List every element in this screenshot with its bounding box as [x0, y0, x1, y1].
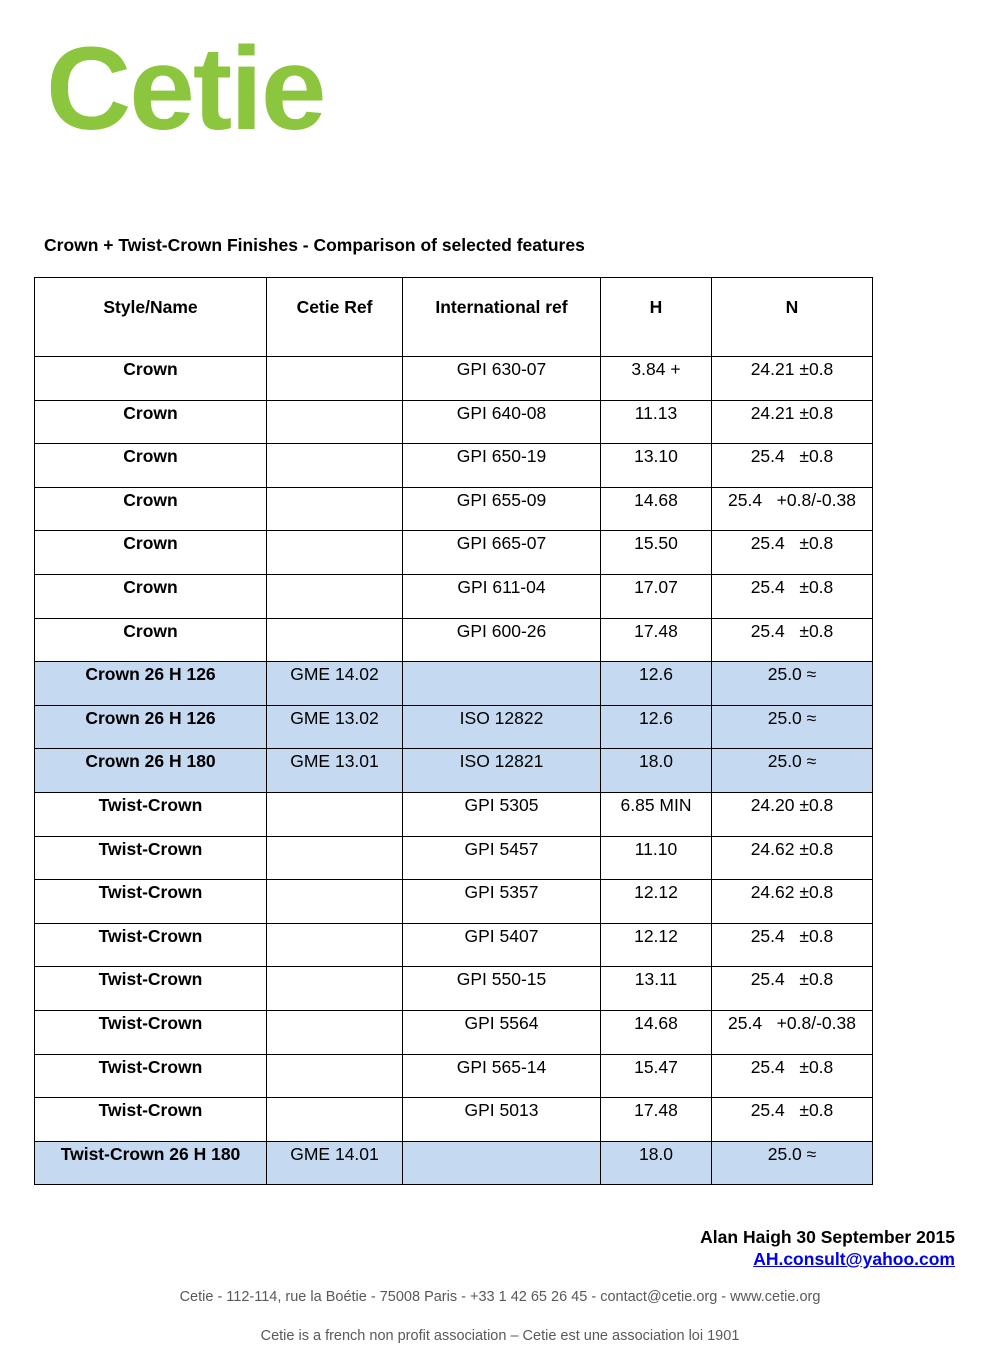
header-n: N [712, 278, 873, 357]
cell-n: 25.4 +0.8/-0.38 [712, 487, 873, 531]
cell-n: 25.0 ≈ [712, 705, 873, 749]
footer-address: Cetie - 112-114, rue la Boétie - 75008 Paris - +33 1 42 65 26 45 - contact@cetie.org - www.cetie.org [179, 1289, 821, 1305]
cetie-logo: Cetie [46, 23, 325, 155]
table-row [35, 531, 873, 575]
cell-cetie-ref: GME 14.01 [267, 1141, 403, 1185]
cell-international-ref: GPI 5305 [403, 792, 601, 836]
cell-style-name: Crown [35, 400, 267, 444]
cell-cetie-ref: GME 14.02 [267, 662, 403, 706]
cell-cetie-ref [267, 531, 403, 575]
table-row [35, 1098, 873, 1142]
cell-n: 24.62 ±0.8 [712, 836, 873, 880]
cell-n: 24.21 ±0.8 [712, 400, 873, 444]
author-line: Alan Haigh 30 September 2015 [700, 1227, 955, 1247]
cell-style-name: Crown [35, 531, 267, 575]
cell-style-name: Twist-Crown [35, 1098, 267, 1142]
table-row [35, 357, 873, 401]
table-body [35, 357, 873, 1185]
cell-international-ref: GPI 611-04 [403, 574, 601, 618]
header-cetie-ref: Cetie Ref [267, 278, 403, 357]
cell-cetie-ref [267, 1098, 403, 1142]
cell-n: 24.20 ±0.8 [712, 792, 873, 836]
cell-cetie-ref [267, 618, 403, 662]
cell-international-ref [403, 1141, 601, 1185]
cell-h: 15.50 [601, 531, 712, 575]
cell-n: 25.4 ±0.8 [712, 923, 873, 967]
cell-h: 15.47 [601, 1054, 712, 1098]
cell-cetie-ref [267, 444, 403, 488]
cell-style-name: Twist-Crown 26 H 180 [35, 1141, 267, 1185]
cell-international-ref: GPI 5357 [403, 880, 601, 924]
cell-h: 14.68 [601, 1010, 712, 1054]
cell-n: 25.4 ±0.8 [712, 618, 873, 662]
cell-international-ref: GPI 650-19 [403, 444, 601, 488]
table-row [35, 836, 873, 880]
cell-n: 24.62 ±0.8 [712, 880, 873, 924]
author-email-link[interactable]: AH.consult@yahoo.com [753, 1249, 955, 1269]
cell-h: 12.12 [601, 923, 712, 967]
cell-international-ref: ISO 12821 [403, 749, 601, 793]
cell-n: 25.4 ±0.8 [712, 1054, 873, 1098]
table-row [35, 923, 873, 967]
cell-n: 25.4 ±0.8 [712, 444, 873, 488]
cell-style-name: Crown 26 H 126 [35, 705, 267, 749]
cell-international-ref: GPI 565-14 [403, 1054, 601, 1098]
cell-style-name: Crown [35, 574, 267, 618]
cell-n: 25.4 ±0.8 [712, 1098, 873, 1142]
cell-cetie-ref [267, 574, 403, 618]
cell-n: 25.4 +0.8/-0.38 [712, 1010, 873, 1054]
cell-cetie-ref: GME 13.02 [267, 705, 403, 749]
table-header-row [35, 278, 873, 357]
cell-cetie-ref: GME 13.01 [267, 749, 403, 793]
cell-style-name: Twist-Crown [35, 967, 267, 1011]
cell-h: 12.12 [601, 880, 712, 924]
cell-international-ref: GPI 5564 [403, 1010, 601, 1054]
cell-n: 25.0 ≈ [712, 749, 873, 793]
cell-cetie-ref [267, 487, 403, 531]
cell-h: 12.6 [601, 662, 712, 706]
cell-international-ref: GPI 550-15 [403, 967, 601, 1011]
cell-h: 17.48 [601, 618, 712, 662]
cell-cetie-ref [267, 400, 403, 444]
cell-international-ref: GPI 5457 [403, 836, 601, 880]
cell-cetie-ref [267, 836, 403, 880]
cell-style-name: Twist-Crown [35, 880, 267, 924]
cell-n: 25.4 ±0.8 [712, 574, 873, 618]
cell-h: 14.68 [601, 487, 712, 531]
table-row [35, 880, 873, 924]
cell-style-name: Crown [35, 357, 267, 401]
cell-h: 13.10 [601, 444, 712, 488]
cell-cetie-ref [267, 357, 403, 401]
table-row [35, 1010, 873, 1054]
cell-international-ref: GPI 655-09 [403, 487, 601, 531]
cell-style-name: Twist-Crown [35, 923, 267, 967]
table-row [35, 967, 873, 1011]
cell-international-ref: GPI 600-26 [403, 618, 601, 662]
table-row [35, 444, 873, 488]
cell-h: 11.10 [601, 836, 712, 880]
table-row [35, 792, 873, 836]
header-h: H [601, 278, 712, 357]
header-international-ref: International ref [403, 278, 601, 357]
cell-style-name: Crown [35, 487, 267, 531]
cell-style-name: Twist-Crown [35, 1054, 267, 1098]
cell-international-ref: GPI 630-07 [403, 357, 601, 401]
header-style-name: Style/Name [35, 278, 267, 357]
cell-style-name: Twist-Crown [35, 792, 267, 836]
cell-international-ref: GPI 665-07 [403, 531, 601, 575]
cell-cetie-ref [267, 923, 403, 967]
cell-h: 18.0 [601, 749, 712, 793]
cell-h: 3.84 + [601, 357, 712, 401]
footer-note: Cetie is a french non profit association – Cetie est une association loi 1901 [260, 1328, 740, 1344]
table-row [35, 749, 873, 793]
cell-international-ref: GPI 640-08 [403, 400, 601, 444]
table-row [35, 705, 873, 749]
cell-style-name: Twist-Crown [35, 1010, 267, 1054]
cell-n: 25.4 ±0.8 [712, 531, 873, 575]
cell-h: 18.0 [601, 1141, 712, 1185]
table-row [35, 618, 873, 662]
cell-cetie-ref [267, 880, 403, 924]
cell-h: 12.6 [601, 705, 712, 749]
cell-h: 17.48 [601, 1098, 712, 1142]
table-row [35, 1141, 873, 1185]
cell-style-name: Crown [35, 618, 267, 662]
author-block [700, 1226, 955, 1270]
cell-h: 13.11 [601, 967, 712, 1011]
cell-international-ref [403, 662, 601, 706]
cell-style-name: Crown [35, 444, 267, 488]
table-row [35, 574, 873, 618]
cell-international-ref: ISO 12822 [403, 705, 601, 749]
table-row [35, 1054, 873, 1098]
cell-h: 17.07 [601, 574, 712, 618]
cell-style-name: Twist-Crown [35, 836, 267, 880]
cell-cetie-ref [267, 1010, 403, 1054]
table-row [35, 400, 873, 444]
cell-n: 25.4 ±0.8 [712, 967, 873, 1011]
cell-style-name: Crown 26 H 180 [35, 749, 267, 793]
table-row [35, 662, 873, 706]
cell-cetie-ref [267, 792, 403, 836]
cell-international-ref: GPI 5013 [403, 1098, 601, 1142]
cell-cetie-ref [267, 1054, 403, 1098]
cell-n: 24.21 ±0.8 [712, 357, 873, 401]
cell-n: 25.0 ≈ [712, 662, 873, 706]
cell-h: 11.13 [601, 400, 712, 444]
cell-n: 25.0 ≈ [712, 1141, 873, 1185]
document-title: Crown + Twist-Crown Finishes - Comparison of selected features [44, 235, 585, 255]
cell-h: 6.85 MIN [601, 792, 712, 836]
cell-cetie-ref [267, 967, 403, 1011]
cell-international-ref: GPI 5407 [403, 923, 601, 967]
cell-style-name: Crown 26 H 126 [35, 662, 267, 706]
table-row [35, 487, 873, 531]
comparison-table [34, 277, 873, 1185]
